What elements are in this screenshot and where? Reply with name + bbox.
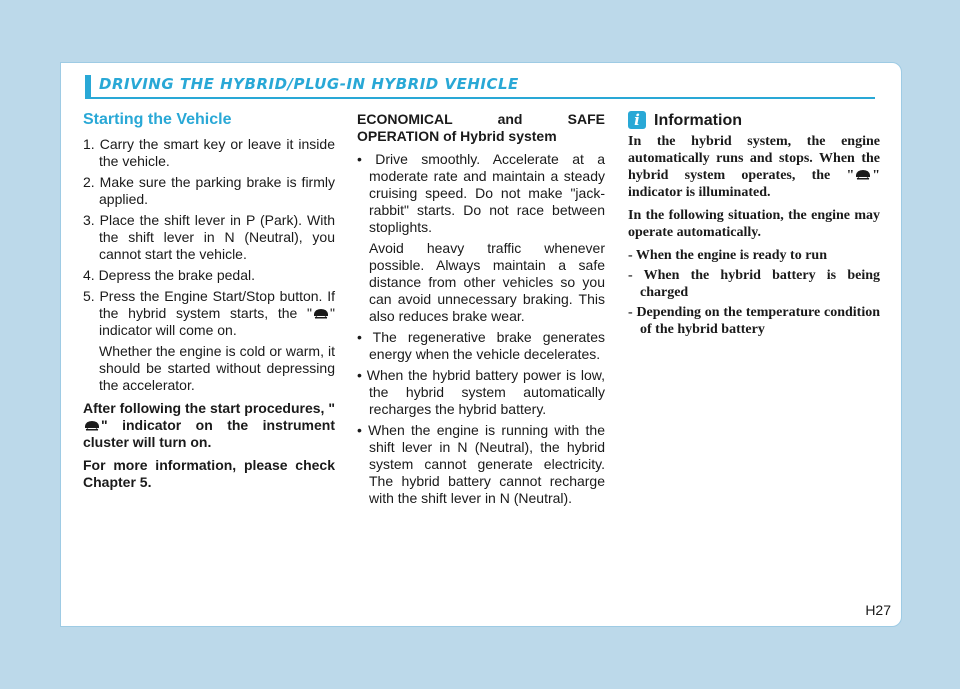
info-paragraph-2: In the following situation, the engine may operate automatically. [628,208,880,240]
bullet-battery-low: • When the hybrid battery power is low, the hybrid system automatically recharges the hybrid battery. [357,367,606,417]
information-title: Information [654,111,742,129]
bullet-drive-smoothly: • Drive smoothly. Accelerate at a moderate rate and maintain a steady cruising speed. Do not make "jack-rabbit" starts. Do not race between stoplights. [357,151,605,235]
manual-page [60,62,902,627]
info-p1-b: " indicator is illuminated. [628,168,880,200]
economical-bullets [357,151,605,507]
bullet-neutral: • When the engine is running with the shift lever in N (Neutral), the hybrid system cannot generate electricity. The hybrid battery cannot recharge with the shift lever in N (Neutral). [357,422,605,506]
info-conditions-list [628,247,880,338]
after-procedure-note [83,400,335,451]
bullet-1-extra [357,240,605,325]
after-text-b: " indicator on the instrument cluster will turn on. [83,417,335,450]
step-4: 4. Depress the brake pedal. [83,267,255,283]
step-5-text-b: " indicator will come on. [99,305,335,338]
more-info-note: For more information, please check Chapter 5. [83,457,335,490]
bullet-4-text: When the engine is running with the shift lever in N (Neutral), the hybrid system cannot generate electricity. The hybrid battery cannot recharge with the shift lever in N (Neutral). [368,422,605,506]
bullet-3-text: When the hybrid battery power is low, the hybrid system automatically recharges the hybrid battery. [366,367,606,417]
page-number: H27 [865,602,891,618]
column-starting [83,111,335,497]
information-body [628,133,880,338]
step-5-text-a: 5. Press the Engine Start/Stop button. If the hybrid system starts, the " [83,288,335,321]
condition-item: - When the hybrid battery is being charged [628,268,880,300]
step-1: 1. Carry the smart key or leave it inside the vehicle. [83,136,335,169]
ready-car-indicator-icon [312,308,330,320]
condition-item: - When the engine is ready to run [628,248,827,263]
bullet-2-text: The regenerative brake generates energy when the vehicle decelerates. [369,329,605,362]
start-steps-list [83,136,335,339]
info-icon: i [628,111,646,129]
cold-warm-note: Whether the engine is cold or warm, it should be started without depressing the accelerator. [99,343,335,393]
after-text-a: After following the start procedures, " [83,400,335,416]
bullet-1-text: Drive smoothly. Accelerate at a moderate rate and maintain a steady cruising speed. Do not make "jack-rabbit" starts. Do not race between stoplights. [369,151,605,235]
condition-item: - Depending on the temperature condition of the hybrid battery [628,305,880,337]
info-p1-a: In the hybrid system, the engine automatically runs and stops. When the hybrid system operates, the " [628,134,880,183]
economical-heading: ECONOMICAL and SAFE OPERATION of Hybrid system [357,111,605,144]
header-accent-bar [85,75,91,97]
bullet-regenerative: • The regenerative brake generates energy when the vehicle decelerates. [357,329,605,362]
ready-car-indicator-icon [854,169,872,181]
bullet-1-para: Avoid heavy traffic whenever possible. Always maintain a safe distance from other vehicles so you can avoid unnecessary braking. This also reduces brake wear. [369,240,605,324]
ready-car-indicator-icon [83,420,101,432]
step-2: 2. Make sure the parking brake is firmly applied. [83,174,335,207]
step-3: 3. Place the shift lever in P (Park). With the shift lever in N (Neutral), you cannot start the vehicle. [83,212,335,262]
information-header [628,111,880,129]
section-title: DRIVING THE HYBRID/PLUG-IN HYBRID VEHICLE [99,75,519,93]
starting-vehicle-title: Starting the Vehicle [83,111,232,128]
section-header [85,75,875,99]
column-economical [357,111,605,511]
step-5 [83,288,335,339]
column-information [628,111,880,341]
info-paragraph-1 [628,133,880,201]
